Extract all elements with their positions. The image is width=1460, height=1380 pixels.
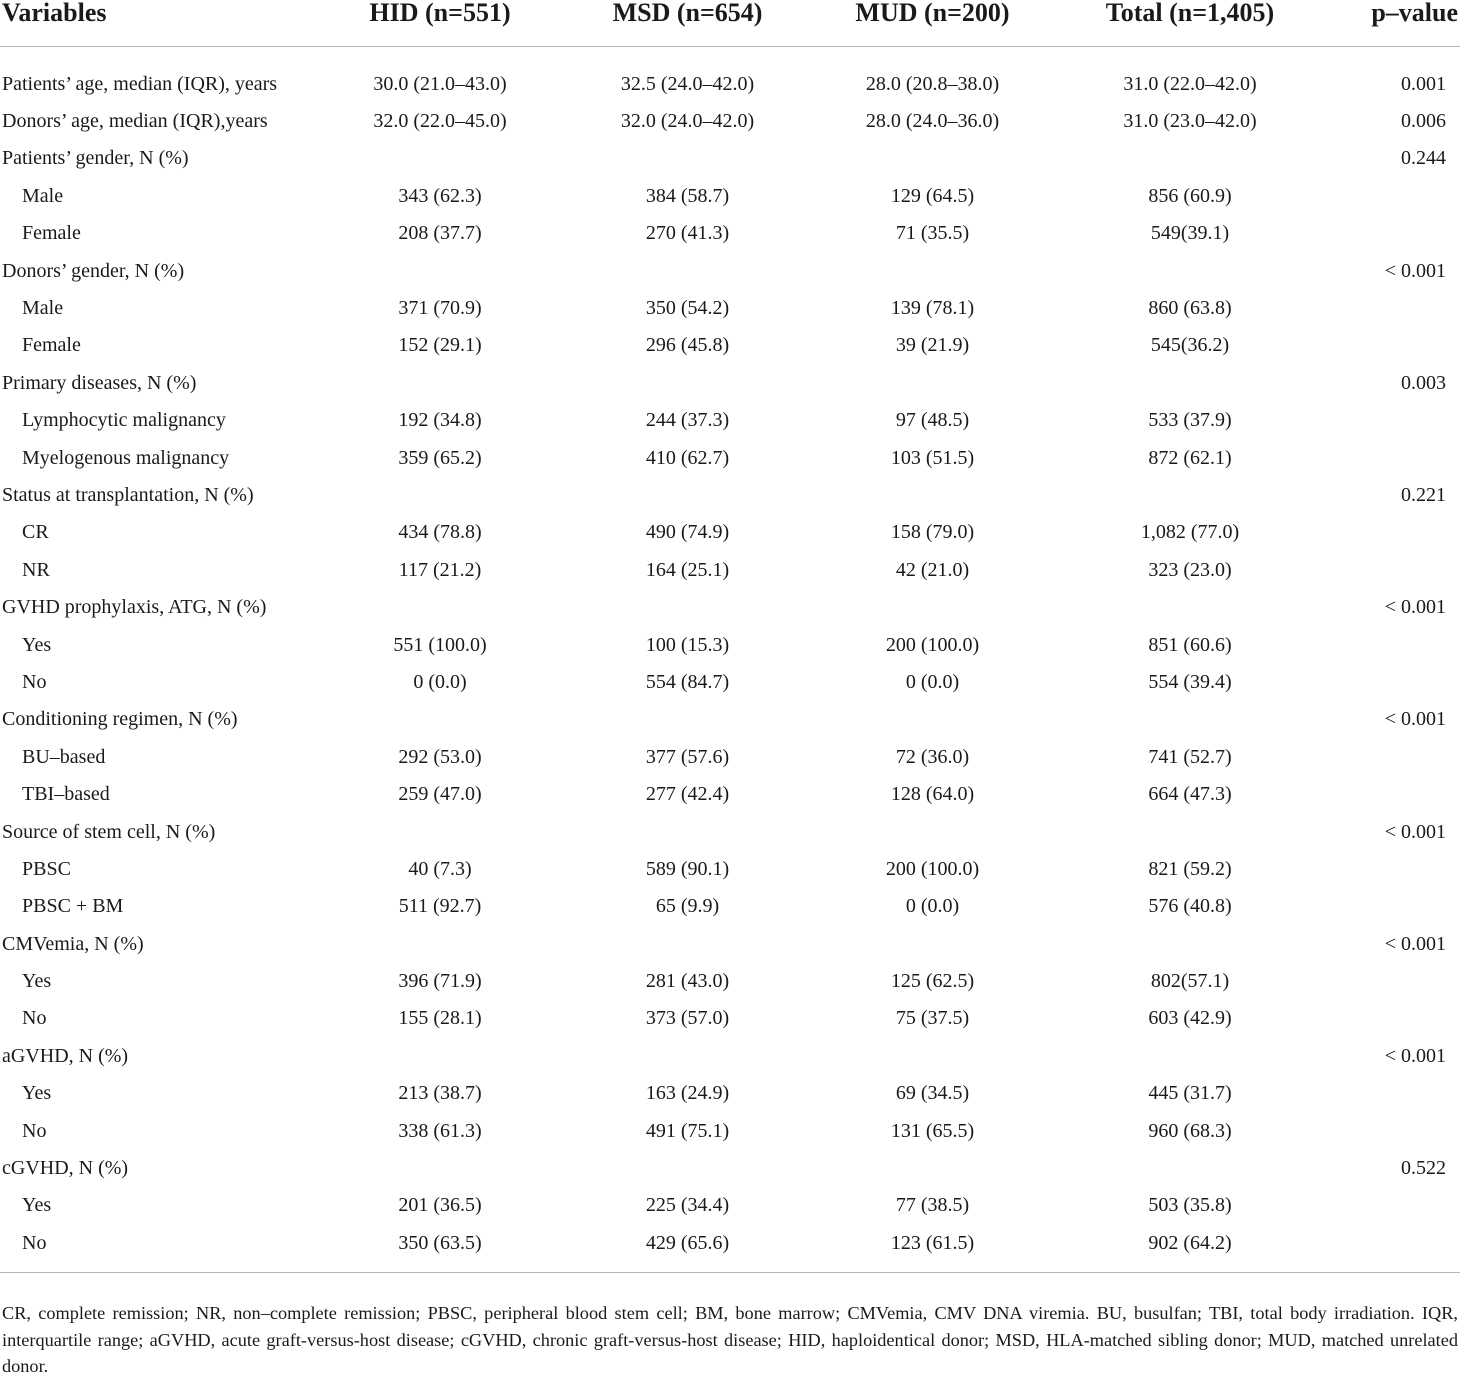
mud-cell: 71 (35.5) bbox=[895, 222, 970, 245]
p-value-cell bbox=[1325, 1112, 1460, 1149]
table-row bbox=[0, 47, 1460, 103]
msd-cell: 296 (45.8) bbox=[645, 334, 730, 357]
table-row bbox=[0, 813, 1460, 850]
hid-cell bbox=[315, 588, 565, 625]
mud-cell bbox=[810, 252, 1055, 289]
p-value-cell bbox=[1325, 439, 1460, 476]
p-value-cell bbox=[1325, 215, 1460, 252]
msd-cell bbox=[565, 813, 810, 850]
header-total: Total (n=1,405) bbox=[1055, 0, 1325, 47]
mud-cell: 128 (64.0) bbox=[890, 783, 975, 806]
mud-cell: 200 (100.0) bbox=[885, 633, 980, 656]
total-cell bbox=[1055, 813, 1325, 850]
table-row bbox=[0, 364, 1460, 401]
msd-cell: 429 (65.6) bbox=[565, 1224, 810, 1272]
table-row bbox=[0, 588, 1460, 625]
mud-cell bbox=[810, 701, 1055, 738]
mud-cell: 0 (0.0) bbox=[905, 895, 960, 918]
msd-cell: 225 (34.4) bbox=[645, 1194, 730, 1217]
variable-label: Myelogenous malignancy bbox=[22, 446, 230, 469]
p-value-cell bbox=[1325, 289, 1460, 326]
variable-label: PBSC + BM bbox=[22, 895, 124, 918]
table-row bbox=[0, 215, 1460, 252]
variable-label: Lymphocytic malignancy bbox=[22, 409, 226, 432]
variable-label: NR bbox=[22, 558, 50, 581]
table-row bbox=[0, 962, 1460, 999]
total-cell: 902 (64.2) bbox=[1055, 1224, 1325, 1272]
p-value-cell bbox=[1325, 327, 1460, 364]
hid-cell bbox=[315, 476, 565, 513]
mud-cell: 42 (21.0) bbox=[895, 558, 970, 581]
msd-cell: 277 (42.4) bbox=[645, 783, 730, 806]
variable-label: Male bbox=[22, 184, 64, 207]
table-row bbox=[0, 1187, 1460, 1224]
variable-label: Female bbox=[22, 222, 81, 245]
table-row bbox=[0, 102, 1460, 139]
hid-cell: 292 (53.0) bbox=[398, 745, 482, 768]
mud-cell: 0 (0.0) bbox=[905, 670, 960, 693]
variable-label: Donors’ gender, N (%) bbox=[2, 259, 185, 282]
total-cell: 872 (62.1) bbox=[1148, 446, 1232, 469]
table-row bbox=[0, 1224, 1460, 1272]
variable-label: No bbox=[22, 670, 47, 693]
mud-cell: 77 (38.5) bbox=[895, 1194, 970, 1217]
msd-cell: 589 (90.1) bbox=[645, 857, 730, 880]
total-cell: 323 (23.0) bbox=[1148, 558, 1232, 581]
table-header-row bbox=[0, 0, 1460, 47]
hid-cell: 155 (28.1) bbox=[398, 1007, 482, 1030]
total-cell: 851 (60.6) bbox=[1148, 633, 1232, 656]
hid-cell: 350 (63.5) bbox=[315, 1224, 565, 1272]
msd-cell: 164 (25.1) bbox=[645, 558, 730, 581]
table-row bbox=[0, 514, 1460, 551]
mud-cell bbox=[810, 813, 1055, 850]
total-cell: 533 (37.9) bbox=[1148, 409, 1232, 432]
table-row bbox=[0, 177, 1460, 214]
hid-cell: 371 (70.9) bbox=[398, 297, 482, 320]
hid-cell: 359 (65.2) bbox=[398, 446, 482, 469]
table-row bbox=[0, 775, 1460, 812]
hid-cell: 0 (0.0) bbox=[413, 670, 467, 693]
total-cell: 503 (35.8) bbox=[1148, 1194, 1232, 1217]
mud-cell: 97 (48.5) bbox=[895, 409, 970, 432]
total-cell bbox=[1055, 252, 1325, 289]
mud-cell bbox=[810, 140, 1055, 177]
table-row bbox=[0, 252, 1460, 289]
mud-cell: 28.0 (20.8–38.0) bbox=[865, 72, 1000, 95]
table-row bbox=[0, 1149, 1460, 1186]
hid-cell: 117 (21.2) bbox=[398, 558, 482, 581]
variable-label: CR bbox=[22, 521, 49, 544]
mud-cell: 139 (78.1) bbox=[890, 297, 975, 320]
total-cell bbox=[1055, 588, 1325, 625]
total-cell bbox=[1055, 1037, 1325, 1074]
hid-cell: 343 (62.3) bbox=[398, 184, 482, 207]
variable-label: No bbox=[0, 1224, 315, 1272]
table-row bbox=[0, 1000, 1460, 1037]
header-hid: HID (n=551) bbox=[315, 0, 565, 47]
hid-cell: 434 (78.8) bbox=[398, 521, 482, 544]
total-cell: 1,082 (77.0) bbox=[1140, 521, 1240, 544]
hid-cell: 201 (36.5) bbox=[398, 1194, 482, 1217]
p-value-cell: < 0.001 bbox=[1384, 708, 1446, 731]
table-row bbox=[0, 1037, 1460, 1074]
msd-cell: 410 (62.7) bbox=[645, 446, 730, 469]
total-cell: 664 (47.3) bbox=[1148, 783, 1232, 806]
hid-cell: 551 (100.0) bbox=[393, 633, 487, 656]
p-value-cell: 0.522 bbox=[1401, 1157, 1446, 1180]
hid-cell: 259 (47.0) bbox=[398, 783, 482, 806]
header-p-value: p–value bbox=[1325, 0, 1460, 47]
mud-cell: 69 (34.5) bbox=[895, 1082, 970, 1105]
hid-cell bbox=[315, 1037, 565, 1074]
msd-cell bbox=[565, 476, 810, 513]
total-cell: 31.0 (23.0–42.0) bbox=[1123, 110, 1257, 133]
hid-cell bbox=[315, 140, 565, 177]
mud-cell: 131 (65.5) bbox=[890, 1119, 975, 1142]
variable-label: Yes bbox=[22, 970, 52, 993]
hid-cell: 208 (37.7) bbox=[398, 222, 482, 245]
p-value-cell bbox=[1325, 775, 1460, 812]
table-body bbox=[0, 47, 1460, 1273]
total-cell: 860 (63.8) bbox=[1148, 297, 1232, 320]
p-value-cell: 0.006 bbox=[1401, 110, 1446, 133]
mud-cell: 129 (64.5) bbox=[890, 184, 975, 207]
total-cell: 802(57.1) bbox=[1150, 970, 1230, 993]
header-variables: Variables bbox=[0, 0, 315, 47]
table-footnote: CR, complete remission; NR, non–complete remission; PBSC, peripheral blood stem cell; BM, bone marrow; CMVemia, CMV DNA viremia. BU, busulfan; TBI, total body irradiation. IQR, interquartile range; aGVHD, acute graft-versus-host disease; cGVHD, chronic graft-versus-host disease; HID, haploidentical donor; MSD, HLA-matched sibling donor; MUD, matched unrelated donor. bbox=[2, 1303, 1458, 1377]
mud-cell: 75 (37.5) bbox=[895, 1007, 970, 1030]
mud-cell bbox=[810, 588, 1055, 625]
table-row bbox=[0, 140, 1460, 177]
hid-cell: 192 (34.8) bbox=[398, 409, 482, 432]
hid-cell bbox=[315, 701, 565, 738]
msd-cell: 32.0 (24.0–42.0) bbox=[620, 110, 755, 133]
msd-cell bbox=[565, 1149, 810, 1186]
p-value-cell bbox=[1325, 177, 1460, 214]
total-cell bbox=[1055, 476, 1325, 513]
mud-cell: 158 (79.0) bbox=[890, 521, 975, 544]
mud-cell bbox=[810, 476, 1055, 513]
table-row bbox=[0, 1112, 1460, 1149]
table-row bbox=[0, 850, 1460, 887]
mud-cell: 72 (36.0) bbox=[895, 745, 970, 768]
table-row bbox=[0, 551, 1460, 588]
p-value-cell bbox=[1325, 551, 1460, 588]
mud-cell: 103 (51.5) bbox=[890, 446, 975, 469]
mud-cell bbox=[810, 1037, 1055, 1074]
table-row bbox=[0, 289, 1460, 326]
mud-cell: 28.0 (24.0–36.0) bbox=[865, 110, 1000, 133]
variable-label: Yes bbox=[22, 1194, 52, 1217]
p-value-cell: 0.001 bbox=[1401, 72, 1446, 95]
p-value-cell bbox=[1325, 1000, 1460, 1037]
p-value-cell bbox=[1325, 1224, 1460, 1272]
p-value-cell bbox=[1325, 1075, 1460, 1112]
p-value-cell bbox=[1325, 663, 1460, 700]
variable-label: Conditioning regimen, N (%) bbox=[2, 708, 238, 731]
table-row bbox=[0, 701, 1460, 738]
p-value-cell: 0.221 bbox=[1401, 483, 1446, 506]
p-value-cell bbox=[1325, 626, 1460, 663]
p-value-cell bbox=[1325, 850, 1460, 887]
variable-label: No bbox=[22, 1007, 47, 1030]
total-cell bbox=[1055, 925, 1325, 962]
hid-cell: 30.0 (21.0–43.0) bbox=[373, 72, 507, 95]
total-cell: 31.0 (22.0–42.0) bbox=[1123, 72, 1257, 95]
hid-cell bbox=[315, 925, 565, 962]
table-row bbox=[0, 925, 1460, 962]
hid-cell: 338 (61.3) bbox=[398, 1119, 482, 1142]
variable-label: TBI–based bbox=[22, 783, 110, 806]
variable-label: Primary diseases, N (%) bbox=[2, 371, 197, 394]
header-mud: MUD (n=200) bbox=[810, 0, 1055, 47]
variable-label: Donors’ age, median (IQR),years bbox=[2, 110, 268, 133]
msd-cell: 350 (54.2) bbox=[645, 297, 730, 320]
mud-cell: 39 (21.9) bbox=[895, 334, 970, 357]
mud-cell bbox=[810, 364, 1055, 401]
p-value-cell: < 0.001 bbox=[1384, 932, 1446, 955]
table-row bbox=[0, 888, 1460, 925]
msd-cell bbox=[565, 701, 810, 738]
mud-cell: 123 (61.5) bbox=[810, 1224, 1055, 1272]
p-value-cell bbox=[1325, 962, 1460, 999]
total-cell: 821 (59.2) bbox=[1148, 857, 1232, 880]
msd-cell: 163 (24.9) bbox=[645, 1082, 730, 1105]
total-cell: 545(36.2) bbox=[1150, 334, 1230, 357]
p-value-cell bbox=[1325, 1187, 1460, 1224]
total-cell: 554 (39.4) bbox=[1148, 670, 1232, 693]
variable-label: Status at transplantation, N (%) bbox=[2, 483, 254, 506]
variable-label: Female bbox=[22, 334, 81, 357]
total-cell: 960 (68.3) bbox=[1148, 1119, 1232, 1142]
msd-cell: 377 (57.6) bbox=[645, 745, 730, 768]
total-cell: 445 (31.7) bbox=[1148, 1082, 1232, 1105]
variable-label: Male bbox=[22, 297, 64, 320]
msd-cell bbox=[565, 925, 810, 962]
total-cell: 549(39.1) bbox=[1150, 222, 1230, 245]
hid-cell: 213 (38.7) bbox=[398, 1082, 482, 1105]
table-row bbox=[0, 402, 1460, 439]
total-cell: 576 (40.8) bbox=[1148, 895, 1232, 918]
msd-cell: 270 (41.3) bbox=[645, 222, 730, 245]
table-row bbox=[0, 439, 1460, 476]
msd-cell: 384 (58.7) bbox=[645, 184, 730, 207]
variable-label: Patients’ age, median (IQR), years bbox=[2, 72, 278, 95]
table-row bbox=[0, 738, 1460, 775]
mud-cell: 125 (62.5) bbox=[890, 970, 975, 993]
variable-label: Patients’ gender, N (%) bbox=[2, 147, 189, 170]
p-value-cell bbox=[1325, 888, 1460, 925]
variable-label: Yes bbox=[22, 1082, 52, 1105]
variable-label: CMVemia, N (%) bbox=[2, 932, 144, 955]
hid-cell bbox=[315, 364, 565, 401]
hid-cell: 152 (29.1) bbox=[398, 334, 482, 357]
msd-cell: 65 (9.9) bbox=[655, 895, 720, 918]
total-cell bbox=[1055, 140, 1325, 177]
msd-cell bbox=[565, 1037, 810, 1074]
variable-label: aGVHD, N (%) bbox=[2, 1044, 129, 1067]
variable-label: Source of stem cell, N (%) bbox=[2, 820, 216, 843]
msd-cell: 491 (75.1) bbox=[645, 1119, 730, 1142]
msd-cell: 373 (57.0) bbox=[645, 1007, 730, 1030]
hid-cell: 396 (71.9) bbox=[398, 970, 482, 993]
p-value-cell: < 0.001 bbox=[1384, 1044, 1446, 1067]
p-value-cell: < 0.001 bbox=[1384, 596, 1446, 619]
table-row bbox=[0, 1075, 1460, 1112]
p-value-cell: 0.244 bbox=[1401, 147, 1446, 170]
table-row bbox=[0, 476, 1460, 513]
total-cell bbox=[1055, 701, 1325, 738]
p-value-cell: 0.003 bbox=[1401, 371, 1446, 394]
variable-label: cGVHD, N (%) bbox=[2, 1157, 129, 1180]
total-cell: 856 (60.9) bbox=[1148, 184, 1232, 207]
mud-cell bbox=[810, 925, 1055, 962]
p-value-cell bbox=[1325, 514, 1460, 551]
msd-cell: 554 (84.7) bbox=[645, 670, 730, 693]
hid-cell: 511 (92.7) bbox=[398, 895, 482, 918]
total-cell: 741 (52.7) bbox=[1148, 745, 1232, 768]
total-cell bbox=[1055, 1149, 1325, 1186]
hid-cell bbox=[315, 252, 565, 289]
mud-cell: 200 (100.0) bbox=[885, 857, 980, 880]
p-value-cell bbox=[1325, 402, 1460, 439]
hid-cell: 32.0 (22.0–45.0) bbox=[373, 110, 507, 133]
msd-cell: 244 (37.3) bbox=[645, 409, 730, 432]
table-row bbox=[0, 327, 1460, 364]
msd-cell bbox=[565, 252, 810, 289]
msd-cell: 490 (74.9) bbox=[645, 521, 730, 544]
table-row bbox=[0, 626, 1460, 663]
msd-cell: 100 (15.3) bbox=[645, 633, 730, 656]
variable-label: GVHD prophylaxis, ATG, N (%) bbox=[2, 596, 267, 619]
total-cell: 603 (42.9) bbox=[1148, 1007, 1232, 1030]
msd-cell bbox=[565, 140, 810, 177]
variable-label: No bbox=[22, 1119, 47, 1142]
p-value-cell: < 0.001 bbox=[1384, 259, 1446, 282]
p-value-cell: < 0.001 bbox=[1384, 820, 1446, 843]
p-value-cell bbox=[1325, 738, 1460, 775]
total-cell bbox=[1055, 364, 1325, 401]
mud-cell bbox=[810, 1149, 1055, 1186]
hid-cell: 40 (7.3) bbox=[408, 857, 472, 880]
variable-label: BU–based bbox=[22, 745, 106, 768]
header-msd: MSD (n=654) bbox=[565, 0, 810, 47]
hid-cell bbox=[315, 1149, 565, 1186]
msd-cell: 281 (43.0) bbox=[645, 970, 730, 993]
msd-cell: 32.5 (24.0–42.0) bbox=[620, 72, 755, 95]
msd-cell bbox=[565, 364, 810, 401]
variable-label: PBSC bbox=[22, 857, 71, 880]
table-row bbox=[0, 663, 1460, 700]
variable-label: Yes bbox=[22, 633, 52, 656]
msd-cell bbox=[565, 588, 810, 625]
hid-cell bbox=[315, 813, 565, 850]
